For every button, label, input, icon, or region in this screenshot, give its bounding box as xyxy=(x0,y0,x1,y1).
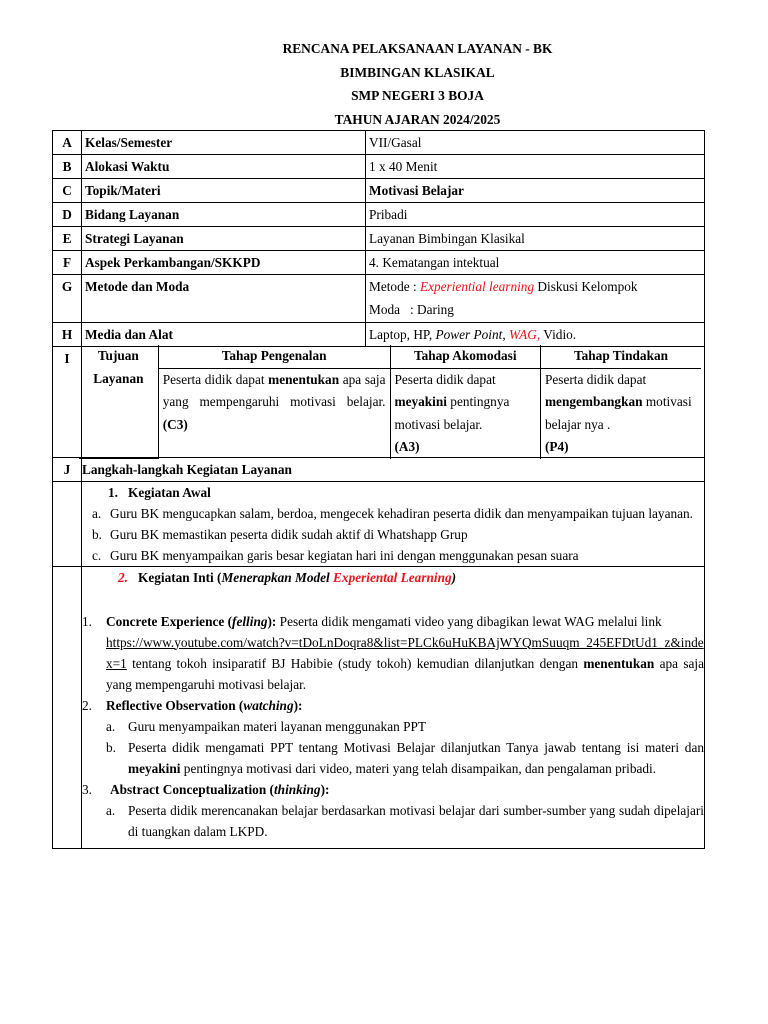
row-value xyxy=(366,323,705,347)
list-item xyxy=(82,737,704,779)
step-text xyxy=(106,695,704,716)
list-text: Guru BK memastikan peserta didik sudah aktif di Whatshapp Grup xyxy=(110,527,468,542)
row-tujuan xyxy=(53,347,705,458)
media-wag: WAG, xyxy=(509,327,541,342)
media-ppt: Power Point xyxy=(435,327,503,342)
title-text: ) xyxy=(451,570,457,585)
row-kegiatan-awal xyxy=(53,482,705,567)
step-text xyxy=(106,611,704,695)
text-bold: meyakini xyxy=(128,760,181,776)
row-value: Layanan Bimbingan Klasikal xyxy=(366,227,705,251)
tahap-pengenalan-header: Tahap Pengenalan xyxy=(158,345,390,368)
text: Peserta didik dapat xyxy=(394,371,496,387)
step-reflective-observation xyxy=(82,695,704,716)
row-code: C xyxy=(53,179,82,203)
tahap-akomodasi-text xyxy=(390,368,540,459)
text: apa saja yang mempengaruhi motivasi belajar. xyxy=(162,371,386,409)
blank-cell xyxy=(53,567,82,849)
row-code: H xyxy=(53,323,82,347)
step-head: ): xyxy=(293,697,303,713)
row-code: J xyxy=(53,458,82,482)
list-item xyxy=(92,545,694,566)
row-label: Kelas/Semester xyxy=(82,131,366,155)
row-code: B xyxy=(53,155,82,179)
row-topik xyxy=(53,179,705,203)
step-body: tentang tokoh insiparatif BJ Habibie (study tokoh) kemudian dilanjutkan dengan xyxy=(126,655,584,671)
row-value: 4. Kematangan intektual xyxy=(366,251,705,275)
metode-method: Experiential learning xyxy=(419,279,535,294)
step-head: ): xyxy=(267,613,277,629)
text: pentingnya motivasi belajar. xyxy=(394,394,510,432)
tujuan-label xyxy=(79,345,158,459)
list-text: Guru menyampaikan materi layanan menggunakan PPT xyxy=(128,718,426,734)
title-text: Kegiatan Inti ( xyxy=(138,570,222,585)
text-bold: mengembangkan xyxy=(544,394,643,409)
header-title: RENCANA PELAKSANAAN LAYANAN - BK xyxy=(282,41,553,56)
document-header xyxy=(80,37,755,131)
row-bidang xyxy=(53,203,705,227)
section-title xyxy=(138,567,704,588)
step-body-bold: menentukan xyxy=(583,655,655,671)
step-concrete-experience xyxy=(82,611,704,695)
row-label: Alokasi Waktu xyxy=(82,155,366,179)
blank-cell xyxy=(53,482,82,567)
row-value xyxy=(366,275,705,323)
step-head: Abstract Conceptualization ( xyxy=(110,781,274,797)
list-item xyxy=(92,503,694,524)
tahap-tindakan-header: Tahap Tindakan xyxy=(540,345,701,368)
step-head: felling xyxy=(232,613,268,629)
title-text: Menerapkan Model xyxy=(221,570,334,585)
tujuan-label-line2: Layanan xyxy=(93,370,144,386)
text: motivasi belajar nya . xyxy=(544,394,692,432)
kegiatan-awal-title xyxy=(92,482,694,503)
step-abstract-conceptualization xyxy=(82,779,704,800)
step-head: Concrete Experience ( xyxy=(106,613,233,629)
row-media xyxy=(53,323,705,347)
text: pentingnya motivasi dari video, materi yang telah disampaikan, dan pengalaman pribadi. xyxy=(180,760,657,776)
row-label: Metode dan Moda xyxy=(82,275,366,323)
level-code: (P4) xyxy=(544,439,569,454)
list-marker: a. xyxy=(106,718,116,734)
list-marker: a. xyxy=(106,802,116,818)
step-head: watching xyxy=(243,697,294,713)
row-kelas xyxy=(53,131,705,155)
row-label: Bidang Layanan xyxy=(82,203,366,227)
row-aspek xyxy=(53,251,705,275)
step-body: Peserta didik mengamati video yang dibagikan lewat WAG melalui link xyxy=(276,613,662,629)
row-code: G xyxy=(53,275,82,323)
kegiatan-awal xyxy=(82,482,705,567)
section-title: Kegiatan Awal xyxy=(128,485,211,500)
list-text: Guru BK menyampaikan garis besar kegiatan hari ini dengan menggunakan pesan suara xyxy=(110,548,579,563)
row-label: Topik/Materi xyxy=(82,179,366,203)
row-code: A xyxy=(53,131,82,155)
tujuan-table xyxy=(79,345,701,459)
tujuan-label-line1: Tujuan xyxy=(97,348,139,363)
text: Peserta didik dapat xyxy=(162,371,269,387)
header-year: TAHUN AJARAN 2024/2025 xyxy=(334,111,501,127)
step-head: ): xyxy=(320,781,330,797)
kegiatan-inti xyxy=(82,567,705,849)
list-text: Peserta didik merencanakan belajar berdasarkan motivasi belajar dari sumber-sumber yang sudah dipelajari di tuangkan dalam LKPD. xyxy=(128,802,705,839)
list-item xyxy=(92,524,694,545)
step-number: 1. xyxy=(82,613,92,629)
row-label: Langkah-langkah Kegiatan Layanan xyxy=(82,458,705,482)
row-value: Pribadi xyxy=(366,203,705,227)
media-video: Vidio. xyxy=(540,327,577,342)
tahap-pengenalan-text xyxy=(158,368,390,459)
list-marker: b. xyxy=(106,739,116,755)
step-number: 3. xyxy=(82,781,92,797)
section-number: 1. xyxy=(108,485,118,500)
level-code: (C3) xyxy=(162,416,188,432)
row-value: Motivasi Belajar xyxy=(366,179,705,203)
row-label: Strategi Layanan xyxy=(82,227,366,251)
row-strategi xyxy=(53,227,705,251)
header-subtitle: BIMBINGAN KLASIKAL xyxy=(340,64,495,80)
row-code: D xyxy=(53,203,82,227)
row-label: Aspek Perkambangan/SKKPD xyxy=(82,251,366,275)
text-bold: menentukan xyxy=(268,371,340,387)
moda-line: Moda : Daring xyxy=(369,301,454,317)
step-head: Reflective Observation ( xyxy=(106,697,244,713)
tujuan-container xyxy=(82,347,705,458)
row-label: Media dan Alat xyxy=(82,323,366,347)
plan-table xyxy=(52,130,705,849)
row-code: F xyxy=(53,251,82,275)
text: Peserta didik mengamati PPT tentang Motivasi Belajar dilanjutkan Tanya jawab tentang isi materi dan xyxy=(128,739,705,755)
list-marker: a. xyxy=(92,506,102,521)
row-kegiatan-inti xyxy=(53,567,705,849)
header-school: SMP NEGERI 3 BOJA xyxy=(351,88,484,103)
tahap-akomodasi-header: Tahap Akomodasi xyxy=(390,345,540,368)
list-text xyxy=(128,737,704,779)
kegiatan-inti-title xyxy=(82,567,704,588)
media-text: Laptop, HP, xyxy=(369,327,436,342)
step-head: thinking xyxy=(273,781,321,797)
row-value: 1 x 40 Menit xyxy=(366,155,705,179)
list-item xyxy=(82,800,704,842)
step-number: 2. xyxy=(82,697,92,713)
level-code: (A3) xyxy=(394,439,420,454)
text-bold: meyakini xyxy=(394,394,447,409)
text: Peserta didik dapat xyxy=(544,371,647,387)
tahap-tindakan-text xyxy=(540,368,701,459)
row-alokasi xyxy=(53,155,705,179)
title-model: Experiental Learning xyxy=(333,570,452,585)
list-marker: c. xyxy=(92,548,102,563)
metode-line xyxy=(369,276,701,299)
row-metode xyxy=(53,275,705,323)
metode-label: Metode : xyxy=(369,279,420,294)
list-text: Guru BK mengucapkan salam, berdoa, mengecek kehadiran peserta didik dan menyampaikan tujuan layanan. xyxy=(110,506,694,521)
section-number: 2. xyxy=(118,570,128,585)
row-langkah xyxy=(53,458,705,482)
list-marker: b. xyxy=(92,527,102,542)
metode-rest: Diskusi Kelompok xyxy=(534,279,638,294)
step-text xyxy=(110,779,704,800)
row-value: VII/Gasal xyxy=(366,131,705,155)
media-sep: , xyxy=(502,327,510,342)
row-code: E xyxy=(53,227,82,251)
youtube-link[interactable]: https://www.youtube.com/watch?v=tDoLnDoqra8&list=PLCk6uHuKBAjWYQmSuuqm_245EFDtUd1_z&index=1 xyxy=(106,634,704,671)
list-item xyxy=(82,716,704,737)
row-code: I xyxy=(53,347,82,458)
step-body: apa saja yang mempengaruhi motivasi belajar. xyxy=(106,655,705,692)
